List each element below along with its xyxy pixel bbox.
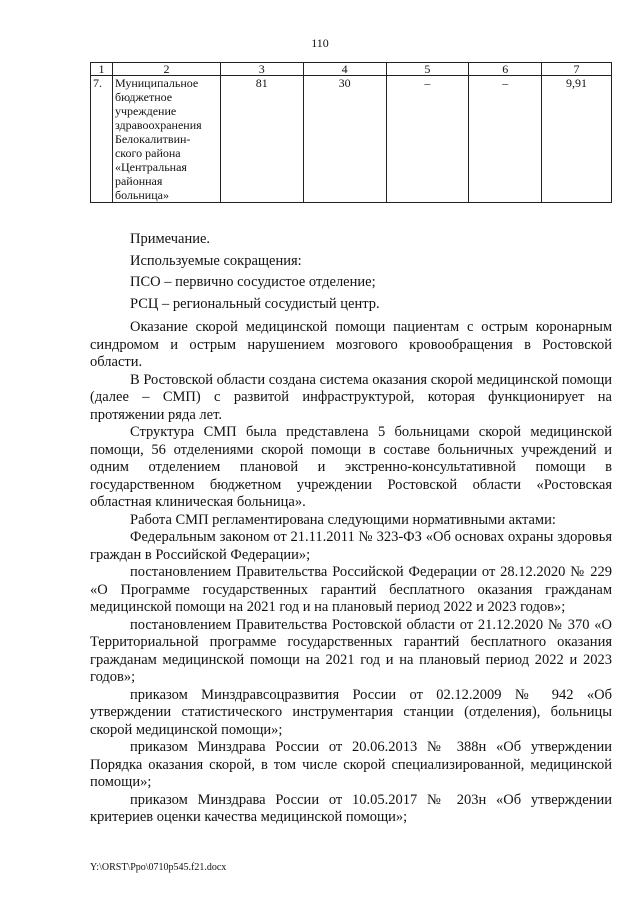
data-table [90,62,612,203]
name-line: больница» [114,188,169,202]
paragraph: В Ростовской области создана система оказания скорой медицинской помощи (далее – СМП) с развитой инфраструктурой, которая функционирует на протяжении ряда лет. [90,371,612,423]
note-line: РСЦ – региональный сосудистый центр. [130,295,380,312]
paragraph: Федеральным законом от 21.11.2011 № 323-ФЗ «Об основах охраны здоровья граждан в Российской Федерации»; [90,529,612,563]
row-number: 7. [91,76,113,203]
name-line: Муниципальное [114,76,199,90]
name-line: «Центральная [114,160,187,174]
paragraph: постановлением Правительства Российской Федерации от 28.12.2020 № 229 «О Программе государственных гарантий бесплатного оказания гражданам медицинской помощи на 2021 год и на плановый период 2022 и 2023 годов»; [90,564,612,615]
paragraph: приказом Минздравсоцразвития России от 02.12.2009 № 942 «Об утверждении статистического инструментария станции (отделения), больницы скорой медицинской помощи»; [90,686,612,738]
table-header-row [91,63,612,76]
page-number: 110 [311,36,329,50]
name-line: районная [114,174,163,188]
header-cell: 2 [112,63,220,76]
institution-name [112,76,220,203]
notes-block [130,229,380,315]
header-cell: 5 [386,63,469,76]
header-cell: 7 [542,63,612,76]
file-path-footer: Y:\ORST\Ppo\0710p545.f21.docx [90,862,227,873]
note-line: ПСО – первично сосудистое отделение; [130,274,376,290]
paragraph: Оказание скорой медицинской помощи пациентам с острым коронарным синдромом и острым нарушением мозгового кровообращения в Ростовской области. [90,319,612,370]
document-body [90,319,612,827]
name-line: здравоохранения [114,118,202,132]
cell-col6: – [469,76,542,203]
header-cell: 6 [469,63,542,76]
cell-col7: 9,91 [542,76,612,203]
cell-col4: 30 [303,76,386,203]
paragraph: приказом Минздрава России от 10.05.2017 № 203н «Об утверждении критериев оценки качества медицинской помощи»; [90,791,612,825]
paragraph: приказом Минздрава России от 20.06.2013 № 388н «Об утверждении Порядка оказания скорой, в том числе скорой специализированной, медицинской помощи»; [90,739,612,790]
note-line: Используемые сокращения: [130,252,302,269]
header-cell: 4 [303,63,386,76]
paragraph: Работа СМП регламентирована следующими нормативными актами: [130,511,556,528]
paragraph: постановлением Правительства Ростовской области от 21.12.2020 № 370 «О Территориальной программе государственных гарантий бесплатного оказания гражданам медицинской помощи на 2021 год и на плановый период 2022 и 2023 годов»; [90,616,612,685]
note-line: Примечание. [130,231,211,247]
name-line: Белокалитвин- [114,132,191,146]
paragraph: Структура СМП была представлена 5 больницами скорой медицинской помощи, 56 отделениями скорой помощи в составе больничных учреждений и одним отделением плановой и экстренно-консультативной помощи в государственном бюджетном учреждении Ростовской области «Ростовская областная клиническая больница». [90,424,612,510]
name-line: бюджетное [114,90,173,104]
header-cell: 1 [91,63,113,76]
name-line: учреждение [114,104,177,118]
cell-col5: – [386,76,469,203]
header-cell: 3 [220,63,303,76]
cell-col3: 81 [220,76,303,203]
name-line: ского района [114,146,181,160]
table-row [91,76,612,203]
